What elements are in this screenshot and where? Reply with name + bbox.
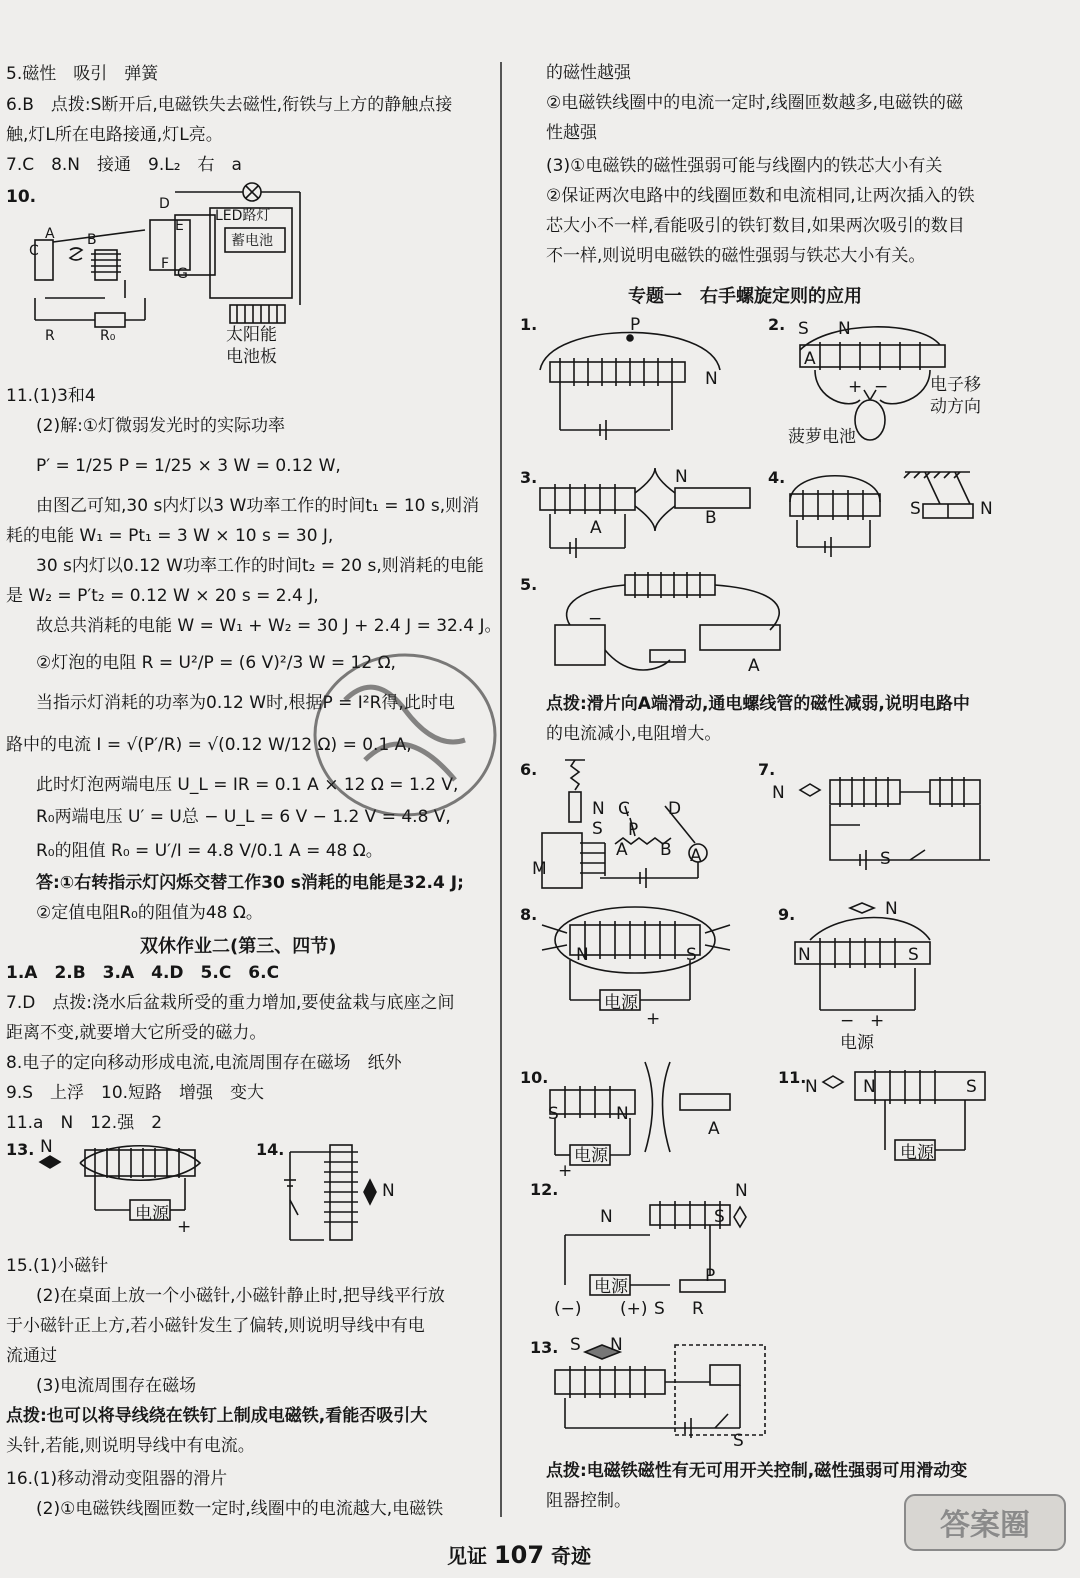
fig-label: − <box>840 1011 855 1031</box>
svg-text:B: B <box>87 232 97 248</box>
svg-text:蓄电池: 蓄电池 <box>231 233 273 249</box>
fig-label: 电池板 <box>226 347 277 367</box>
svg-text:D: D <box>159 196 170 212</box>
answer-line: 7.C 8.N 接通 9.L₂ 右 a <box>6 155 242 175</box>
fig-label: N <box>576 945 589 965</box>
circuit-figure-10 <box>25 180 325 350</box>
fig-number: 4. <box>768 468 786 487</box>
answer-line: 9.S 上浮 10.短路 增强 变大 <box>6 1083 265 1103</box>
fig-number: 8. <box>520 905 538 924</box>
fig-label: S <box>570 1335 581 1355</box>
fig-label: 电子移 <box>930 375 981 395</box>
fig-label: S <box>592 819 603 839</box>
tip-line: 点拨:滑片向A端滑动,通电螺线管的磁性减弱,说明电路中 <box>546 694 970 714</box>
figure-6 <box>540 758 710 893</box>
fig-label: A <box>748 656 760 676</box>
answer-line: 11.(1)3和4 <box>6 386 96 406</box>
fig-label: 电源 <box>604 993 638 1013</box>
figure-9 <box>790 900 990 1050</box>
answer-line: P′ = 1/25 P = 1/25 × 3 W = 0.12 W, <box>36 456 341 476</box>
figure-4 <box>785 462 1005 562</box>
answer-line: ②灯泡的电阻 R = U²/P = (6 V)²/3 W = 12 Ω, <box>36 653 396 673</box>
answer-line: 15.(1)小磁针 <box>6 1256 109 1276</box>
answer-line: 芯大小不一样,看能吸引的铁钉数目,如果两次吸引的数目 <box>546 216 965 236</box>
fig-label: N <box>863 1077 876 1097</box>
fig-label: 电源 <box>135 1204 169 1224</box>
footer-prefix: 见证 <box>447 1544 487 1568</box>
svg-text:G: G <box>177 266 188 282</box>
fig-number: 13. <box>6 1140 35 1159</box>
page-number: 107 <box>493 1541 545 1569</box>
answer-line: 10. <box>6 187 37 207</box>
answer-line: 11.a N 12.强 2 <box>6 1113 163 1133</box>
fig-label: 电源 <box>840 1033 874 1053</box>
fig-number: 5. <box>520 575 538 594</box>
svg-text:E: E <box>175 218 184 234</box>
answer-line: (3)电流周围存在磁场 <box>36 1376 197 1396</box>
answer-line: 7.D 点拨:浇水后盆栽所受的重力增加,要使盆栽与底座之间 <box>6 993 455 1013</box>
fig-label: B <box>660 840 672 860</box>
fig-label: N <box>885 899 898 919</box>
answer-line: 流通过 <box>6 1346 57 1366</box>
fig-label: N <box>798 945 811 965</box>
fig-label: A <box>616 840 628 860</box>
svg-text:答案圈: 答案圈 <box>940 1508 1030 1543</box>
fig-label: N <box>838 319 851 339</box>
answer-line: (3)①电磁铁的磁性强弱可能与线圈内的铁芯大小有关 <box>546 156 943 176</box>
fig-label: P <box>630 315 641 335</box>
fig-number: 9. <box>778 905 796 924</box>
fig-number: 10. <box>520 1068 549 1087</box>
answer-line: 6.B 点拨:S断开后,电磁铁失去磁性,衔铁与上方的静触点接 <box>6 95 453 115</box>
fig-label: 电源 <box>574 1146 608 1166</box>
answer-line: 16.(1)移动滑动变阻器的滑片 <box>6 1469 228 1489</box>
fig-label: 电源 <box>594 1277 628 1297</box>
svg-text:C: C <box>29 243 39 259</box>
answer-line: 答:①右转指示灯闪烁交替工作30 s消耗的电能是32.4 J; <box>36 873 464 893</box>
figure-13 <box>550 1340 780 1450</box>
answer-line: 点拨:也可以将导线绕在铁钉上制成电磁铁,看能否吸引大 <box>6 1406 428 1426</box>
fig-label: A <box>804 349 816 369</box>
svg-text:A: A <box>45 226 55 242</box>
fig-label: S <box>908 945 919 965</box>
fig-number: 13. <box>530 1338 559 1357</box>
section-title: 专题一 右手螺旋定则的应用 <box>628 286 862 307</box>
answer-line: 由图乙可知,30 s内灯以3 W功率工作的时间t₁ = 10 s,则消 <box>36 496 480 516</box>
answer-line: 故总共消耗的电能 W = W₁ + W₂ = 30 J + 2.4 J = 32.4 J。 <box>36 616 502 636</box>
fig-number: 1. <box>520 315 538 334</box>
figure-3 <box>540 468 760 568</box>
fig-label: N <box>592 799 605 819</box>
fig-label: (−) <box>554 1299 582 1319</box>
fig-label: D <box>668 799 682 819</box>
page-footer <box>447 1540 591 1569</box>
fig-number: 7. <box>758 760 776 779</box>
fig-label: S <box>910 499 921 519</box>
answer-line: 1.A 2.B 3.A 4.D 5.C 6.C <box>6 963 280 983</box>
fig-number: 12. <box>530 1180 559 1199</box>
watermark-logo <box>900 1490 1070 1570</box>
answer-line: ②电磁铁线圈中的电流一定时,线圈匝数越多,电磁铁的磁 <box>546 93 964 113</box>
footer-suffix: 奇迹 <box>551 1544 592 1568</box>
stamp-graphic <box>305 640 505 830</box>
tip-line: 的电流减小,电阻增大。 <box>546 724 722 744</box>
fig-label: S <box>798 319 809 339</box>
answer-line: 不一样,则说明电磁铁的磁性强弱与铁芯大小有关。 <box>546 246 926 266</box>
fig-label: A <box>690 846 702 866</box>
fig-label: + <box>646 1009 661 1029</box>
fig-label: S <box>880 849 891 869</box>
answer-line: 性越强 <box>546 123 597 143</box>
answer-line: (2)①电磁铁线圈匝数一定时,线圈中的电流越大,电磁铁 <box>36 1499 444 1519</box>
fig-label: N <box>382 1181 395 1201</box>
fig-label: S <box>733 1431 744 1451</box>
answer-line: 当指示灯消耗的功率为0.12 W时,根据P = I²R得,此时电 <box>36 693 455 713</box>
fig-label: N <box>675 467 688 487</box>
answer-line: 距离不变,就要增大它所受的磁力。 <box>6 1023 267 1043</box>
fig-label: N <box>610 1335 623 1355</box>
fig-number: 6. <box>520 760 538 779</box>
svg-text:R₀: R₀ <box>100 328 116 344</box>
fig-label: A <box>590 518 602 538</box>
fig-label: N <box>772 783 785 803</box>
fig-label: S <box>714 1207 725 1227</box>
answer-line: 头针,若能,则说明导线中有电流。 <box>6 1436 255 1456</box>
fig-number: 14. <box>256 1140 285 1159</box>
fig-label: C <box>618 799 630 819</box>
fig-label: + <box>558 1161 573 1181</box>
answer-line: R₀的阻值 R₀ = U′/I = 4.8 V/0.1 A = 48 Ω。 <box>36 841 383 861</box>
answer-line: 的磁性越强 <box>546 63 631 83</box>
svg-text:F: F <box>161 256 170 272</box>
fig-label: S <box>548 1104 559 1124</box>
answer-line: (2)解:①灯微弱发光时的实际功率 <box>36 416 286 436</box>
fig-label: (+) <box>620 1299 648 1319</box>
fig-label: A <box>708 1119 720 1139</box>
answer-line: 5.磁性 吸引 弹簧 <box>6 64 159 84</box>
fig-label: + <box>177 1217 192 1237</box>
answer-line: ②定值电阻R₀的阻值为48 Ω。 <box>36 903 263 923</box>
fig-label: 动方向 <box>930 397 981 417</box>
answer-line: 耗的电能 W₁ = Pt₁ = 3 W × 10 s = 30 J, <box>6 526 334 546</box>
fig-label: S <box>686 945 697 965</box>
fig-label: B <box>705 508 717 528</box>
fig-label: S <box>966 1077 977 1097</box>
answer-line: 此时灯泡两端电压 U_L = IR = 0.1 A × 12 Ω = 1.2 V, <box>36 775 459 795</box>
answer-line: 是 W₂ = P′t₂ = 0.12 W × 20 s = 2.4 J, <box>6 586 319 606</box>
fig-label: R <box>692 1299 704 1319</box>
fig-label: 菠萝电池 <box>788 427 856 447</box>
svg-text:R: R <box>45 328 55 344</box>
answer-line: ②保证两次电路中的线圈匝数和电流相同,让两次插入的铁 <box>546 186 975 206</box>
fig-label: 电源 <box>900 1143 934 1163</box>
fig-label: − <box>874 377 889 397</box>
fig-label: N <box>705 369 718 389</box>
answer-line: R₀两端电压 U′ = U总 − U_L = 6 V − 1.2 V = 4.8 V, <box>36 807 451 827</box>
tip-line: 阻器控制。 <box>546 1491 631 1511</box>
fig-label: − <box>588 609 603 629</box>
fig-number: 3. <box>520 468 538 487</box>
fig-label: N <box>616 1104 629 1124</box>
answer-line: (2)在桌面上放一个小磁针,小磁针静止时,把导线平行放 <box>36 1286 445 1306</box>
fig-label: P <box>705 1266 716 1286</box>
fig-number: 11. <box>778 1068 807 1087</box>
fig-label: N <box>980 499 993 519</box>
fig-label: N <box>40 1137 53 1157</box>
svg-text:LED路灯: LED路灯 <box>215 208 271 224</box>
fig-label: 太阳能 <box>226 325 277 345</box>
fig-label: S <box>654 1299 665 1319</box>
fig-label: N <box>600 1207 613 1227</box>
fig-number: 2. <box>768 315 786 334</box>
fig-label: M <box>532 859 547 879</box>
answer-line: 路中的电流 I = √(P′/R) = √(0.12 W/12 Ω) = 0.1 A, <box>6 735 412 755</box>
answer-line: 30 s内灯以0.12 W功率工作的时间t₂ = 20 s,则消耗的电能 <box>36 556 484 576</box>
fig-label: + <box>870 1011 885 1031</box>
answer-line: 触,灯L所在电路接通,灯L亮。 <box>6 125 223 145</box>
fig-label: N <box>735 1181 748 1201</box>
figure-12 <box>560 1195 760 1315</box>
fig-label: P <box>628 820 639 840</box>
figure-11 <box>805 1070 985 1165</box>
section-title: 双休作业二(第三、四节) <box>140 936 337 957</box>
tip-line: 点拨:电磁铁磁性有无可用开关控制,磁性强弱可用滑动变 <box>546 1461 968 1481</box>
fig-label: N <box>805 1077 818 1097</box>
answer-line: 于小磁针正上方,若小磁针发生了偏转,则说明导线中有电 <box>6 1316 425 1336</box>
answer-line: 8.电子的定向移动形成电流,电流周围存在磁场 纸外 <box>6 1053 402 1073</box>
fig-label: + <box>848 377 863 397</box>
figure-8 <box>540 905 760 1015</box>
